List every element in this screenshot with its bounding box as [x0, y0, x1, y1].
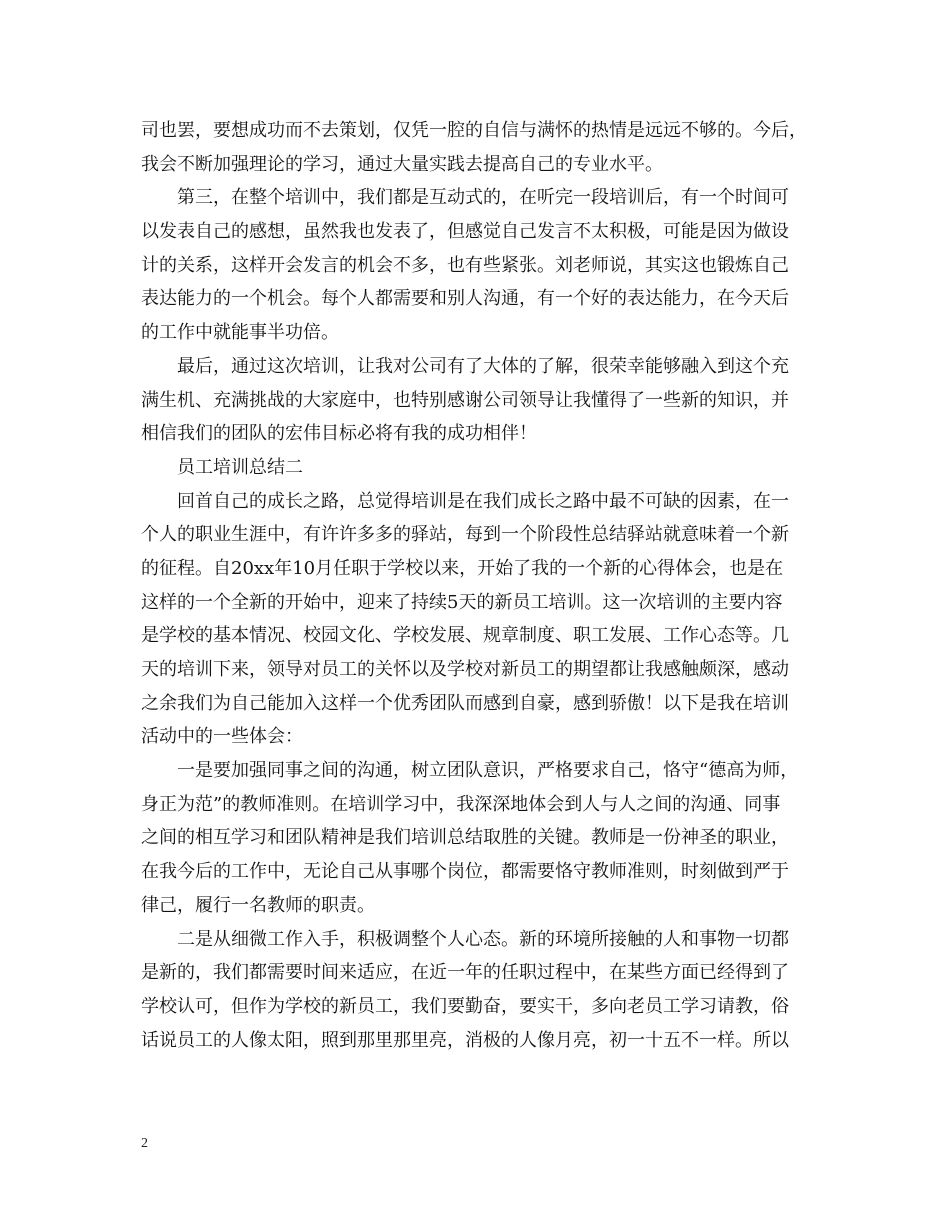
text-line: 相信我们的团队的宏伟目标必将有我的成功相伴！ [141, 423, 537, 445]
text-line: 是学校的基本情况、校园文化、学校发展、规章制度、职工发展、工作心态等。几 [141, 625, 789, 647]
text-line: 学校认可，但作为学校的新员工，我们要勤奋，要实干，多向老员工学习请教，俗 [141, 995, 789, 1017]
paragraph-start-line: 二是从细微工作入手，积极调整个人心态。新的环境所接触的人和事物一切都 [177, 928, 789, 950]
text-line: 天的培训下来，领导对员工的关怀以及学校对新员工的期望都让我感触颇深，感动 [141, 659, 789, 680]
text-line: 个人的职业生涯中，有许许多多的驿站，每到一个阶段性总结驿站就意味着一个新 [141, 524, 789, 546]
text-line: 律己，履行一名教师的职责。 [141, 894, 375, 916]
text-line: 在我今后的工作中，无论自己从事哪个岗位，都需要恪守教师准则，时刻做到严于 [141, 861, 789, 883]
paragraph-start-line: 一是要加强同事之间的沟通，树立团队意识，严格要求自己，恪守“德高为师， [177, 760, 799, 782]
text-line: 表达能力的一个机会。每个人都需要和别人沟通，有一个好的表达能力，在今天后 [141, 288, 789, 310]
paragraph-start-line: 第三，在整个培训中，我们都是互动式的，在听完一段培训后，有一个时间可 [177, 187, 789, 209]
text-line: 之间的相互学习和团队精神是我们培训总结取胜的关键。教师是一份神圣的职业， [141, 827, 789, 849]
text-line: 是新的，我们都需要时间来适应，在近一年的任职过程中，在某些方面已经得到了 [141, 962, 789, 984]
text-line: 司也罢，要想成功而不去策划，仅凭一腔的自信与满怀的热情是远远不够的。今后， [141, 120, 807, 141]
text-line: 的征程。自20xx年10月任职于学校以来，开始了我的一个新的心得体会，也是在 [141, 557, 784, 579]
text-line: 我会不断加强理论的学习，通过大量实践去提高自己的专业水平。 [141, 153, 663, 175]
paragraph-start-line: 最后，通过这次培训，让我对公司有了大体的了解，很荣幸能够融入到这个充 [177, 355, 789, 377]
paragraph-start-line: 回首自己的成长之路，总觉得培训是在我们成长之路中最不可缺的因素，在一 [177, 490, 789, 512]
text-line: 之余我们为自己能加入这样一个优秀团队而感到自豪，感到骄傲！以下是我在培训 [141, 692, 789, 714]
text-line: 的工作中就能事半功倍。 [141, 322, 339, 344]
section-heading: 员工培训总结二 [177, 456, 303, 478]
text-line: 以发表自己的感想，虽然我也发表了，但感觉自己发言不太积极，可能是因为做设 [141, 221, 789, 243]
text-line: 话说员工的人像太阳，照到那里那里亮，消极的人像月亮，初一十五不一样。所以 [141, 1029, 789, 1051]
text-line: 满生机、充满挑战的大家庭中，也特别感谢公司领导让我懂得了一些新的知识，并 [141, 389, 789, 411]
body-text [141, 114, 813, 1057]
text-line: 活动中的一些体会： [141, 726, 303, 748]
text-line: 计的关系，这样开会发言的机会不多，也有些紧张。刘老师说，其实这也锻炼自己 [141, 254, 789, 276]
text-line: 身正为范”的教师准则。在培训学习中，我深深地体会到人与人之间的沟通、同事 [141, 793, 781, 815]
text-line: 这样的一个全新的开始中，迎来了持续5天的新员工培训。这一次培训的主要内容 [141, 591, 783, 613]
page-number: 2 [141, 1136, 148, 1151]
